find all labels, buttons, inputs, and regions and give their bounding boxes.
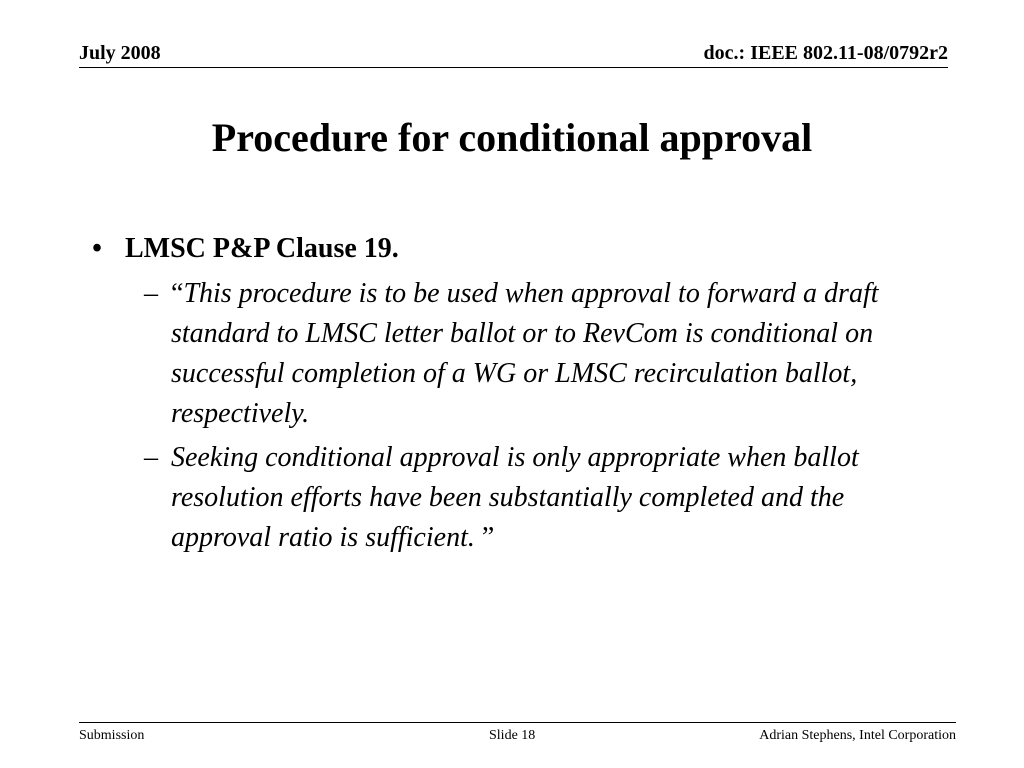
close-quote: ” xyxy=(481,522,495,553)
dash-icon: – xyxy=(144,442,158,473)
sub-bullet-item xyxy=(139,438,951,558)
footer-submission: Submission xyxy=(79,728,145,743)
sub-bullet-item xyxy=(139,274,951,434)
slide-body xyxy=(82,228,962,558)
slide-header xyxy=(79,40,948,70)
header-doc-id: doc.: IEEE 802.11-08/0792r2 xyxy=(703,42,948,64)
open-quote: “ xyxy=(171,278,184,309)
footer-slide-number: Slide 18 xyxy=(489,728,536,743)
bullet-item xyxy=(82,228,962,270)
header-divider xyxy=(79,67,948,68)
bullet-dot-icon: • xyxy=(92,233,102,264)
bullet-text: LMSC P&P Clause 19. xyxy=(125,233,399,264)
footer-divider xyxy=(79,722,956,723)
sub-bullet-text: Seeking conditional approval is only appropriate when ballot resolution efforts have been substantially completed and the approval ratio is sufficient. xyxy=(171,442,859,553)
sub-bullet-text: This procedure is to be used when approval to forward a draft standard to LMSC letter ballot or to RevCom is conditional on successful completion of a WG or LMSC recirculation ballot, respectively. xyxy=(171,278,879,429)
slide-title: Procedure for conditional approval xyxy=(211,115,813,160)
header-date: July 2008 xyxy=(79,42,161,64)
slide-footer xyxy=(79,727,956,747)
footer-author: Adrian Stephens, Intel Corporation xyxy=(759,728,956,743)
dash-icon: – xyxy=(144,278,158,309)
